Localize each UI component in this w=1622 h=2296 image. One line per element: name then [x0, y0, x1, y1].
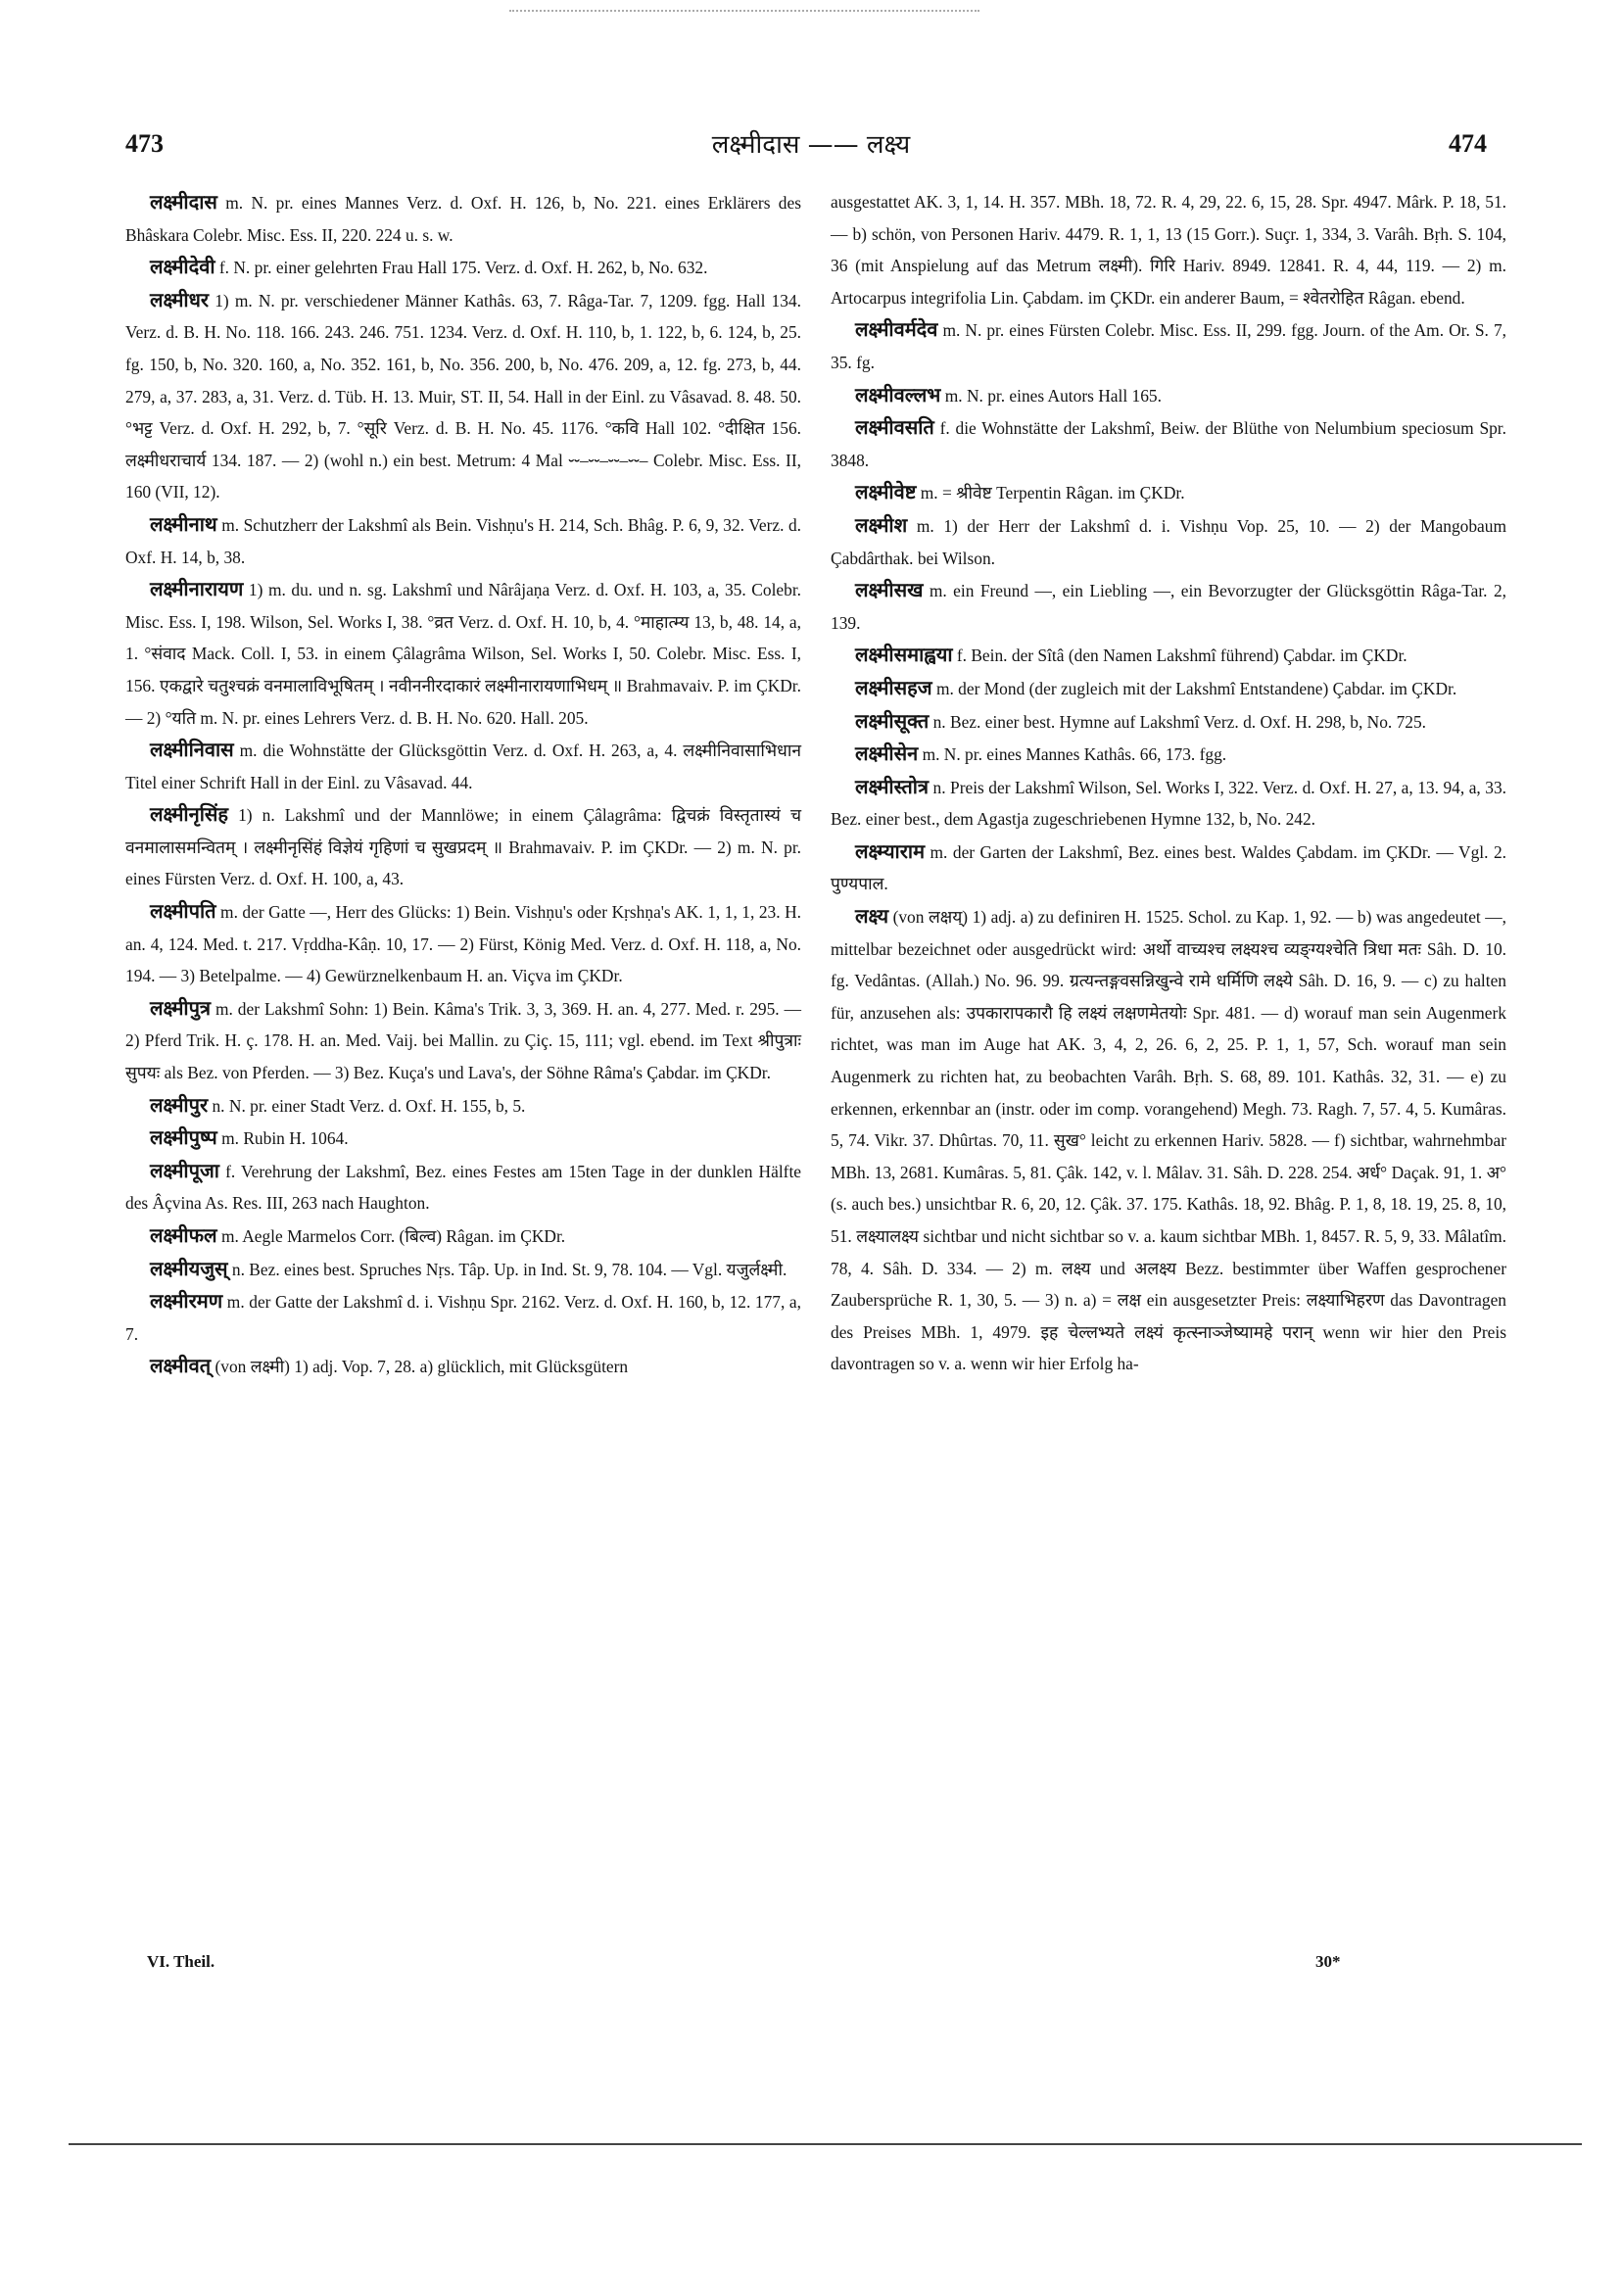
entry-text: m. 1) der Herr der Lakshmî d. i. Vishṇu Vop. 25, 10. — 2) der Mangobaum Çabdârthak. bei Wilson.	[831, 515, 1506, 568]
entry-headword: लक्ष्मीदास	[150, 190, 217, 214]
dictionary-entry	[831, 738, 1506, 771]
right-column	[831, 186, 1506, 1380]
entry-headword: लक्ष्मीनाथ	[150, 511, 217, 536]
entry-text: 1) m. du. und n. sg. Lakshmî und Nârâjaṇa Verz. d. Oxf. H. 103, a, 35. Colebr. Misc. Ess. I, 198. Wilson, Sel. Works I, 38. °व्रत Verz. d. Oxf. H. 10, b, 4. °माहात्म्य 13, b, 48. 14, a, 1. °संवाद Mack. Coll. I, 53. in einem Çâlagrâma Wilson, Sel. Works I, 50. Colebr. Misc. Ess. I, 156. एकद्वारे चतुश्चक्रं वनमालाविभूषितम् । नवीननीरदाकारं लक्ष्मीनारायणाभिधम् ॥ Brahmavaiv. P. im ÇKDr. — 2) °यति m. N. pr. eines Lehrers Verz. d. B. H. No. 620. Hall. 205.	[125, 580, 801, 728]
entry-headword: लक्ष्मीयजुस्	[150, 1256, 228, 1280]
entry-text: f. die Wohnstätte der Lakshmî, Beiw. der Blüthe von Nelumbium speciosum Spr. 3848.	[831, 418, 1506, 470]
entry-text: f. Bein. der Sîtâ (den Namen Lakshmî führend) Çabdar. im ÇKDr.	[952, 646, 1407, 666]
entry-headword: लक्ष्म्याराम	[855, 838, 926, 863]
dictionary-entry	[125, 186, 801, 251]
dictionary-entry	[831, 186, 1506, 313]
entry-text: n. Bez. eines best. Spruches Nṛs. Tâp. Up. in Ind. St. 9, 78. 104. — Vgl. यजुर्लक्ष्मी.	[227, 1259, 787, 1279]
dictionary-entry	[831, 672, 1506, 705]
entry-headword: लक्ष्मीपति	[150, 899, 216, 924]
entry-headword: लक्ष्मीसेन	[855, 741, 919, 766]
dictionary-entry	[831, 411, 1506, 476]
entry-text: 1) n. Lakshmî und der Mannlöwe; in einem Çâlagrâma: द्विचक्रं विस्तृतास्यं च वनमालासमन्वितम् । लक्ष्मीनृसिंहं विज्ञेयं गृहिणां च सुखप्रदम् ॥ Brahmavaiv. P. im ÇKDr. — 2) m. N. pr. eines Fürsten Verz. d. Oxf. H. 100, a, 43.	[125, 805, 801, 889]
running-header: लक्ष्मीदास —— लक्ष्य	[711, 130, 911, 160]
signature-right: 30*	[1315, 1952, 1341, 1971]
entry-text: m. der Garten der Lakshmî, Bez. eines best. Waldes Çabdam. im ÇKDr. — Vgl. 2. पुण्यपाल.	[831, 841, 1506, 894]
entry-text: 1) m. N. pr. verschiedener Männer Kathâs. 63, 7. Râga-Tar. 7, 1209. fgg. Hall 134. Verz. d. B. H. No. 118. 166. 243. 246. 751. 1234. Verz. d. Oxf. H. 110, b, 1. 122, b, 6. 124, b, 25. fg. 150, b, No. 320. 160, a, No. 352. 161, b, No. 356. 200, b, No. 476. 209, a, 12. fg. 273, b, 44. 279, a, 37. 283, a, 31. Verz. d. Tüb. H. 13. Muir, ST. II, 54. Hall in der Einl. zu Vâsavad. 8. 48. 50. °भट्ट Verz. d. Oxf. H. 292, b, 7. °सूरि Verz. d. B. H. No. 45. 1176. °कवि Hall 102. °दीक्षित 156. लक्ष्मीधराचार्य 134. 187. — 2) (wohl n.) ein best. Metrum: 4 Mal ⏑⏑–⏑⏑–⏑⏑–⏑⏑– Colebr. Misc. Ess. II, 160 (VII, 12).	[125, 290, 801, 502]
entry-text: m. Rubin H. 1064.	[216, 1128, 349, 1149]
entry-headword: लक्ष्मीश	[855, 512, 908, 537]
dictionary-entry	[125, 992, 801, 1089]
dictionary-entry	[831, 379, 1506, 412]
entry-headword: लक्ष्मीनिवास	[150, 738, 234, 762]
signature-left: VI. Theil.	[147, 1952, 215, 1971]
dictionary-entry	[831, 476, 1506, 509]
entry-headword: लक्ष्मीसूक्त	[855, 708, 930, 733]
entry-text: m. N. pr. eines Fürsten Colebr. Misc. Ess. II, 299. fgg. Journ. of the Am. Or. S. 7, 35. fg.	[831, 320, 1506, 372]
dictionary-entry	[125, 573, 801, 734]
entry-text: f. Verehrung der Lakshmî, Bez. eines Festes am 15ten Tage in der dunklen Hälfte des Âçvina As. Res. III, 263 nach Haughton.	[125, 1161, 801, 1214]
dictionary-entry	[831, 509, 1506, 574]
dictionary-entry	[831, 771, 1506, 836]
entry-headword: लक्ष्मीनारायण	[150, 577, 244, 601]
bottom-rule	[69, 2143, 1582, 2145]
entry-text: m. N. pr. eines Autors Hall 165.	[940, 385, 1162, 406]
entry-headword: लक्ष्मीवेष्ट	[855, 480, 917, 504]
entry-text: m. = श्रीवेष्ट Terpentin Râgan. im ÇKDr.	[916, 483, 1185, 503]
entry-headword: लक्ष्मीरमण	[150, 1289, 223, 1314]
entry-text: m. N. pr. eines Mannes Kathâs. 66, 173. fgg.	[918, 744, 1227, 765]
entry-headword: लक्ष्मीसमाह्वया	[855, 643, 953, 667]
entry-text: (von लक्ष्मी) 1) adj. Vop. 7, 28. a) glücklich, mit Glücksgütern	[211, 1357, 629, 1377]
entry-text: m. N. pr. eines Mannes Verz. d. Oxf. H. 126, b, No. 221. eines Erklärers des Bhâskara Colebr. Misc. Ess. II, 220. 224 u. s. w.	[125, 193, 801, 245]
page-number-left: 473	[125, 129, 164, 158]
dictionary-entry	[831, 705, 1506, 739]
dictionary-entry	[125, 1089, 801, 1123]
dictionary-entry	[125, 1122, 801, 1155]
entry-text: m. ein Freund —, ein Liebling —, ein Bevorzugter der Glücksgöttin Râga-Tar. 2, 139.	[831, 581, 1506, 633]
dictionary-entry	[125, 251, 801, 284]
dictionary-entry	[125, 895, 801, 992]
entry-text: ausgestattet AK. 3, 1, 14. H. 357. MBh. 18, 72. R. 4, 29, 22. 6, 15, 28. Spr. 4947. Mârk. P. 18, 51. — b) schön, von Personen Hariv. 4479. R. 1, 1, 13 (15 Gorr.). Suçr. 1, 334, 3. Varâh. Bṛh. S. 104, 36 (mit Anspielung auf das Metrum लक्ष्मी). गिरि Hariv. 8949. 12841. R. 4, 44, 119. — 2) m. Artocarpus integrifolia Lin. Çabdam. im ÇKDr. ein anderer Baum, = श्वेतरोहित Râgan. ebend.	[831, 192, 1506, 308]
top-dotted-line	[509, 10, 979, 12]
entry-text: m. Schutzherr der Lakshmî als Bein. Vishṇu's H. 214, Sch. Bhâg. P. 6, 9, 32. Verz. d. Oxf. H. 14, b, 38.	[125, 514, 801, 567]
dictionary-entry	[125, 734, 801, 798]
entry-headword: लक्ष्मीफल	[150, 1223, 217, 1247]
entry-headword: लक्ष्मीसख	[855, 578, 924, 602]
entry-headword: लक्ष्मीस्तोत्र	[855, 774, 929, 798]
entry-text: m. der Gatte —, Herr des Glücks: 1) Bein. Vishṇu's oder Kṛshṇa's AK. 1, 1, 1, 23. H. an. 4, 124. Med. t. 217. Vṛddha-Kâṇ. 10, 17. — 2) Fürst, König Med. Verz. d. Oxf. H. 118, a, No. 194. — 3) Betelpalme. — 4) Gewürznelkenbaum H. an. Viçva im ÇKDr.	[125, 902, 801, 986]
entry-headword: लक्ष्मीवत्	[150, 1354, 212, 1378]
entry-headword: लक्ष्य	[855, 904, 889, 929]
entry-headword: लक्ष्मीपुत्र	[150, 995, 211, 1020]
entry-text: m. die Wohnstätte der Glücksgöttin Verz. d. Oxf. H. 263, a, 4. लक्ष्मीनिवासाभिधान Titel einer Schrift Hall in der Einl. zu Vâsavad. 44.	[125, 741, 801, 792]
left-column	[125, 186, 801, 1383]
entry-headword: लक्ष्मीपुष्प	[150, 1125, 217, 1150]
entry-headword: लक्ष्मीनृसिंह	[150, 802, 229, 827]
entry-headword: लक्ष्मीधर	[150, 287, 210, 311]
entry-headword: लक्ष्मीपूजा	[150, 1158, 219, 1182]
dictionary-entry	[125, 284, 801, 508]
entry-headword: लक्ष्मीवर्मदेव	[855, 317, 938, 342]
entry-text: m. der Lakshmî Sohn: 1) Bein. Kâma's Trik. 3, 3, 369. H. an. 4, 277. Med. r. 295. — 2) Pferd Trik. H. ç. 178. H. an. Med. Vaij. bei Mallin. zu Çiç. 15, 111; vgl. ebend. im Text श्रीपुत्राः सुपयः als Bez. von Pferden. — 3) Bez. Kuça's und Lava's, der Söhne Râma's Çabdar. im ÇKDr.	[125, 998, 801, 1083]
dictionary-entry	[831, 639, 1506, 672]
entry-text: m. Aegle Marmelos Corr. (बिल्व) Râgan. im ÇKDr.	[216, 1226, 566, 1246]
dictionary-entry	[831, 900, 1506, 1380]
entry-text: f. N. pr. einer gelehrten Frau Hall 175. Verz. d. Oxf. H. 262, b, No. 632.	[215, 258, 708, 278]
dictionary-entry	[125, 508, 801, 573]
dictionary-entry	[125, 1253, 801, 1286]
dictionary-entry	[125, 1155, 801, 1220]
entry-text: n. Bez. einer best. Hymne auf Lakshmî Verz. d. Oxf. H. 298, b, No. 725.	[929, 711, 1427, 732]
entry-headword: लक्ष्मीवसति	[855, 415, 934, 440]
entry-headword: लक्ष्मीसहज	[855, 675, 932, 699]
entry-headword: लक्ष्मीपुर	[150, 1092, 209, 1117]
dictionary-entry	[125, 798, 801, 895]
entry-text: n. N. pr. einer Stadt Verz. d. Oxf. H. 155, b, 5.	[208, 1095, 526, 1116]
entry-headword: लक्ष्मीदेवी	[150, 255, 215, 279]
dictionary-entry	[831, 574, 1506, 639]
entry-text: m. der Gatte der Lakshmî d. i. Vishṇu Spr. 2162. Verz. d. Oxf. H. 160, b, 12. 177, a, 7.	[125, 1292, 801, 1344]
dictionary-entry	[831, 313, 1506, 378]
dictionary-entry	[831, 836, 1506, 900]
entry-text: n. Preis der Lakshmî Wilson, Sel. Works I, 322. Verz. d. Oxf. H. 27, a, 13. 94, a, 33. Bez. einer best., dem Agastja zugeschriebenen Hymne 132, b, No. 242.	[831, 777, 1506, 830]
dictionary-entry	[125, 1285, 801, 1350]
page-number-right: 474	[1449, 129, 1487, 158]
dictionary-entry	[125, 1220, 801, 1253]
dictionary-entry	[125, 1350, 801, 1383]
entry-text: m. der Mond (der zugleich mit der Lakshmî Entstandene) Çabdar. im ÇKDr.	[931, 678, 1457, 698]
entry-text: (von लक्षय्) 1) adj. a) zu definiren H. 1525. Schol. zu Kap. 1, 92. — b) was angedeutet —, mittelbar bezeichnet oder ausgedrückt wird: अर्थो वाच्यश्च लक्ष्यश्च व्यङ्ग्यश्चेति त्रिधा मतः Sâh. D. 10. fg. Vedântas. (Allah.) No. 96. 99. ग्रत्यन्तङ्गवसन्निखुन्वे रामे धर्मिणि लक्ष्ये Sâh. D. 16, 9. — c) zu halten für, anzusehen als: उपकारापकारौ हि लक्ष्यं लक्षणमेतयोः Spr. 481. — d) worauf man sein Augenmerk richtet, was man im Auge hat AK. 3, 4, 2, 26. 6, 2, 25. P. 1, 1, 57, Sch. worauf man sein Augenmerk zu richten hat, zu beobachten Varâh. Bṛh. S. 68, 89. 101. Kathâs. 32, 31. — e) zu erkennen, erkennbar an (instr. oder im comp. vorangehend) Megh. 73. Ragh. 7, 57. 4, 5. Kumâras. 5, 74. Vikr. 37. Dhûrtas. 70, 11. सुख° leicht zu erkennen Hariv. 5828. — f) sichtbar, wahrnehmbar MBh. 13, 2681. Kumâras. 5, 81. Çâk. 142, v. l. Mâlav. 31. Sâh. D. 228. 254. अर्ध° Daçak. 91, 1. अ° (s. auch bes.) unsichtbar R. 6, 20, 12. Çâk. 37. 175. Kathâs. 18, 92. Bhâg. P. 1, 8, 18. 19, 25. 8, 10, 51. लक्ष्यालक्ष्य sichtbar und nicht sichtbar so v. a. kaum sichtbar MBh. 1, 8457. R. 5, 9, 33. Mâlatîm. 78, 4. Sâh. D. 334. — 2) m. लक्ष्य und अलक्ष्य Bezz. bestimmter über Waffen gesprochener Zaubersprüche R. 1, 30, 5. — 3) n. a) = लक्ष ein ausgesetzter Preis: लक्ष्याभिहरण das Davontragen des Preises MBh. 1, 4979. इह चेल्लभ्यते लक्ष्यं कृत्स्नाञ्जेष्यामहे परान् wenn wir hier den Preis davontragen so v. a. wenn wir hier Erfolg ha-	[831, 907, 1506, 1374]
entry-headword: लक्ष्मीवल्लभ	[855, 382, 941, 407]
